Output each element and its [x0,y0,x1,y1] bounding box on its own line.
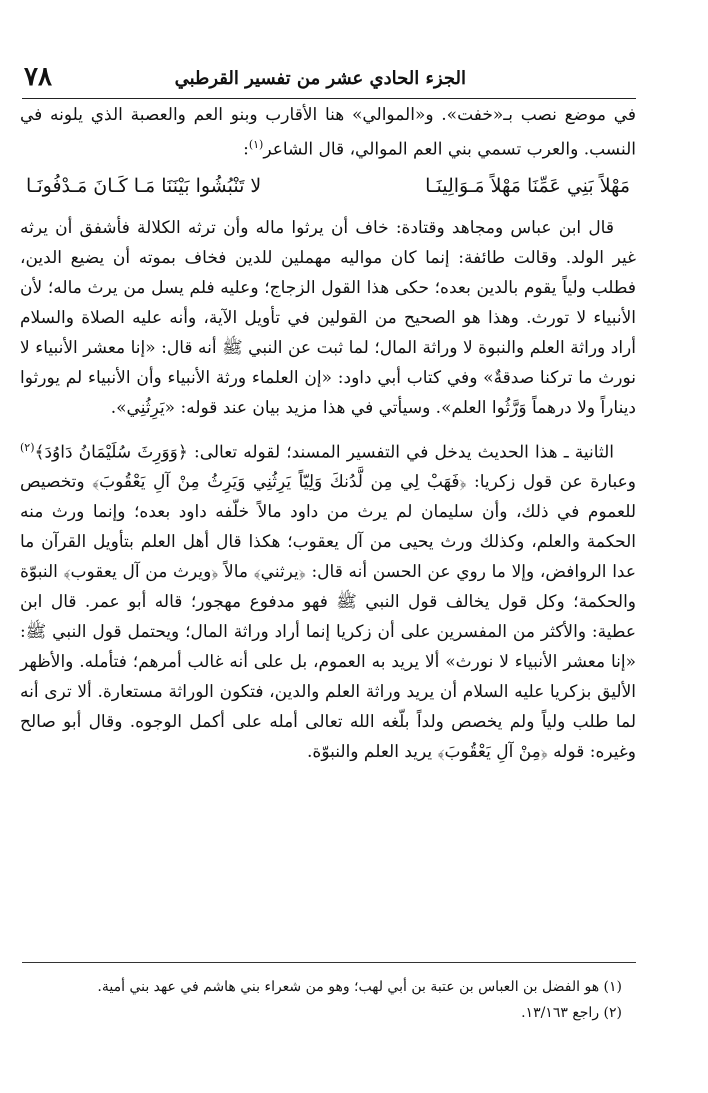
poem-verse [20,169,636,203]
paragraph-1-line-2: النسب. والعرب تسمي بني العم الموالي، قال الشاعر [263,139,636,160]
paragraph-1-end: : [243,139,249,160]
running-head: الجزء الحادي عشر من تفسير القرطبي [174,68,466,89]
poem-second-hemistich: لا تَنْبُشُوا بَيْنَنَا مَـا كَـانَ مَـدْفُونَـا [26,174,262,197]
footnote-1: (١) هو الفضل بن العباس بن عتبة بن أبي لهب؛ وهو من شعراء بني هاشم في عهد بني أمية. [97,979,622,995]
paragraph-gap [20,423,636,433]
main-text [20,100,636,767]
paragraph-1-line-1: في موضع نصب بـ«خفت». و«الموالي» هنا الأقارب وبنو العم والعصبة الذي يلونه في [20,105,636,125]
paragraph-3-rest: وعبارة عن قول زكريا: ﴿فَهَبْ لِي مِن لَّدُنكَ وَلِيّاً يَرِثُنِي وَيَرِثُ مِنْ آلِ يَعْقُوبَ﴾ وتخصيص للعموم في ذلك، وأن سليمان لم يرث من داود مالاً خلّفه داود بعده؛ وإنما ورث منه الحكمة والعلم، وكذلك ورث يحيى من آل يعقوب؛ هكذا قال أهل العلم بتأويل القرآن ما عدا الروافض، وإلا ما روي عن الحسن أنه قال: ﴿يرثني﴾ مالاً ﴿ويرث من آل يعقوب﴾ النبوّة والحكمة؛ وكل قول يخالف قول النبي ﷺ فهو مدفوع مهجور؛ قاله أبو عمر. قال ابن عطية: والأكثر من المفسرين على أن زكريا إنما أراد وراثة المال؛ ويحتمل قول النبي ﷺ: «إنا معشر الأنبياء لا نورث» ألا يريد به العموم، بل على أنه غالب أمرهم؛ فتأمله. والأظهر الأليق بزكريا عليه السلام أن يريد وراثة العلم والدين، فتكون الوراثة مستعارة. ألا ترى أنه لما طلب ولياً ولم يخصص ولداً بلّغه الله تعالى أمله على أكمل الوجوه. وقال أبو صالح وغيره: قوله ﴿مِنْ آلِ يَعْقُوبَ﴾ يريد العلم والنبوّة. [20,472,636,763]
page-number: ٧٨ [24,62,52,92]
footnote-mark-1: (١) [248,138,264,151]
paragraph-1 [20,100,636,165]
paragraph-2: قال ابن عباس ومجاهد وقتادة: خاف أن يرثوا ماله وأن ترثه الكلالة فأشفق أن يرثه غير الولد. وقالت طائفة: إنما كان مواليه مهملين للدين فخاف بموته أن يضيع الدين، فطلب ولياً يقوم بالدين بعده؛ حكى هذا القول الزجاج؛ وعليه فلم يسل من يرث ماله؛ لأن الأنبياء لا تورث. وهذا هو الصحيح من القولين في تأويل الآية، وأنه عليه الصلاة والسلام أراد وراثة العلم والنبوة لا وراثة المال؛ لما ثبت عن النبي ﷺ أنه قال: «إنا معشر الأنبياء لا نورث ما تركنا صدقةٌ» وفي كتاب أبي داود: «إن العلماء ورثة الأنبياء وأن الأنبياء لم يورثوا ديناراً ولا درهماً وَرَّثُوا العلم». وسيأتي في هذا مزيد بيان عند قوله: «يَرِثُنِي». [20,217,636,418]
footnote-divider [22,962,636,963]
footnotes [22,974,622,1026]
footnote-mark-2: (٢) [20,440,35,454]
poem-first-hemistich: مَهْلاً بَنِي عَمِّنَا مَهْلاً مَـوَالِينَـا [425,174,630,197]
page-header [22,58,636,99]
footnote-2: (٢) راجع ١٣/١٦٣. [521,1005,622,1021]
paragraph-3-start: الثانية ـ هذا الحديث يدخل في التفسير المسند؛ لقوله تعالى: ﴿وَوَرِثَ سُلَيْمَانُ دَاوُدَ﴾ [34,442,614,463]
paragraph-3 [20,433,636,768]
